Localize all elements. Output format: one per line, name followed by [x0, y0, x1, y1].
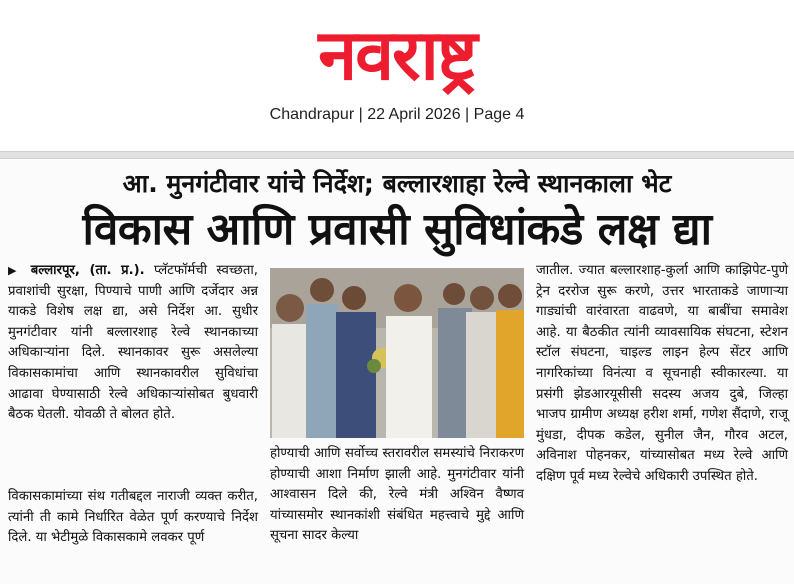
article-column-1	[8, 261, 258, 426]
article-paragraph: विकासकामांच्या संथ गतीबद्दल नाराजी व्यक्त करीत, त्यांनी ती कामे निर्धारित वेळेत पूर्ण करण्याचे निर्देश दिले. या भेटीमुळे विकासकामे लवकर पूर्ण	[8, 489, 258, 546]
article-dateline: बल्लारपूर, (ता. प्र.).	[30, 263, 145, 278]
group-photo-image	[270, 268, 524, 438]
article-kicker: आ. मुनगंटीवार यांचे निर्देश; बल्लारशाहा रेल्वे स्थानकाला भेट	[122, 169, 672, 198]
article-column-1-continued	[8, 487, 258, 549]
article-headline: विकास आणि प्रवासी सुविधांकडे लक्ष द्या	[82, 204, 712, 255]
article-column-3	[536, 261, 788, 488]
article-paragraph	[8, 261, 258, 426]
article-photo	[270, 268, 524, 438]
paragraph-text: प्लॅटफॉर्मची स्वच्छता, प्रवाशांची सुरक्षा, पिण्याचे पाणी आणि दर्जेदार अन्न याकडे विशेष लक्ष द्या, असे निर्देश आ. सुधीर मुनगंटीवार यांनी बल्लारशाह रेल्वे स्थानकाच्या अधिकाऱ्यांना दिले. स्थानकावर सुरू असलेल्या विकासकामांचा आणि स्थानकावरील सुविधांचा आढावा घेण्यासाठी रेल्वे अधिकाऱ्यांसोबत बुधवारी बैठक घेतली. योवळी ते बोलत होते.	[8, 263, 259, 423]
article-column-2	[270, 444, 524, 547]
masthead	[0, 0, 794, 150]
edition-dateline: Chandrapur | 22 April 2026 | Page 4	[269, 106, 525, 123]
article-paragraph: होण्याची आणि सर्वोच्च स्तरावरील समस्यांचे निराकरण होण्याची आशा निर्माण झाली आहे. मुनगंटीवार यांनी आश्वासन दिले की, रेल्वे मंत्री अश्विन वैष्णव यांच्यासमोर स्थानकांशी संबंधित महत्त्वाचे मुद्दे आणि सूचना सादर केल्या	[270, 446, 524, 544]
arrow-icon: ▶	[8, 264, 22, 277]
article-paragraph: जातील. ज्यात बल्लारशाह-कुर्ला आणि काझिपेट-पुणे ट्रेन दररोज सुरू करणे, उत्तर भारताकडे जाणाऱ्या गाड्यांची वारंवारता वाढवणे, या बाबींचा समावेश आहे. या बैठकीत त्यांनी व्यावसायिक संघटना, स्टेशन स्टॉल संघटना, चाइल्ड लाइन हेल्प सेंटर आणि नागरिकांच्या विनंत्या व सूचनाही स्वीकारल्या. या प्रसंगी झेडआरयूसीसी सदस्य अजय दुबे, जिल्हा भाजप ग्रामीण अध्यक्ष हरीश शर्मा, गणेश सैंदाणे, राजू मुंधडा, दीपक कडेल, सुनील जैन, गौरव अटल, अविनाश पोहनकर, यांच्यासोबत मध्य रेल्वे आणि दक्षिण पूर्व मध्य रेल्वेचे अधिकारी उपस्थित होते.	[536, 263, 788, 484]
header-divider	[0, 151, 794, 159]
newspaper-logo: नवराष्ट्र	[318, 14, 476, 96]
